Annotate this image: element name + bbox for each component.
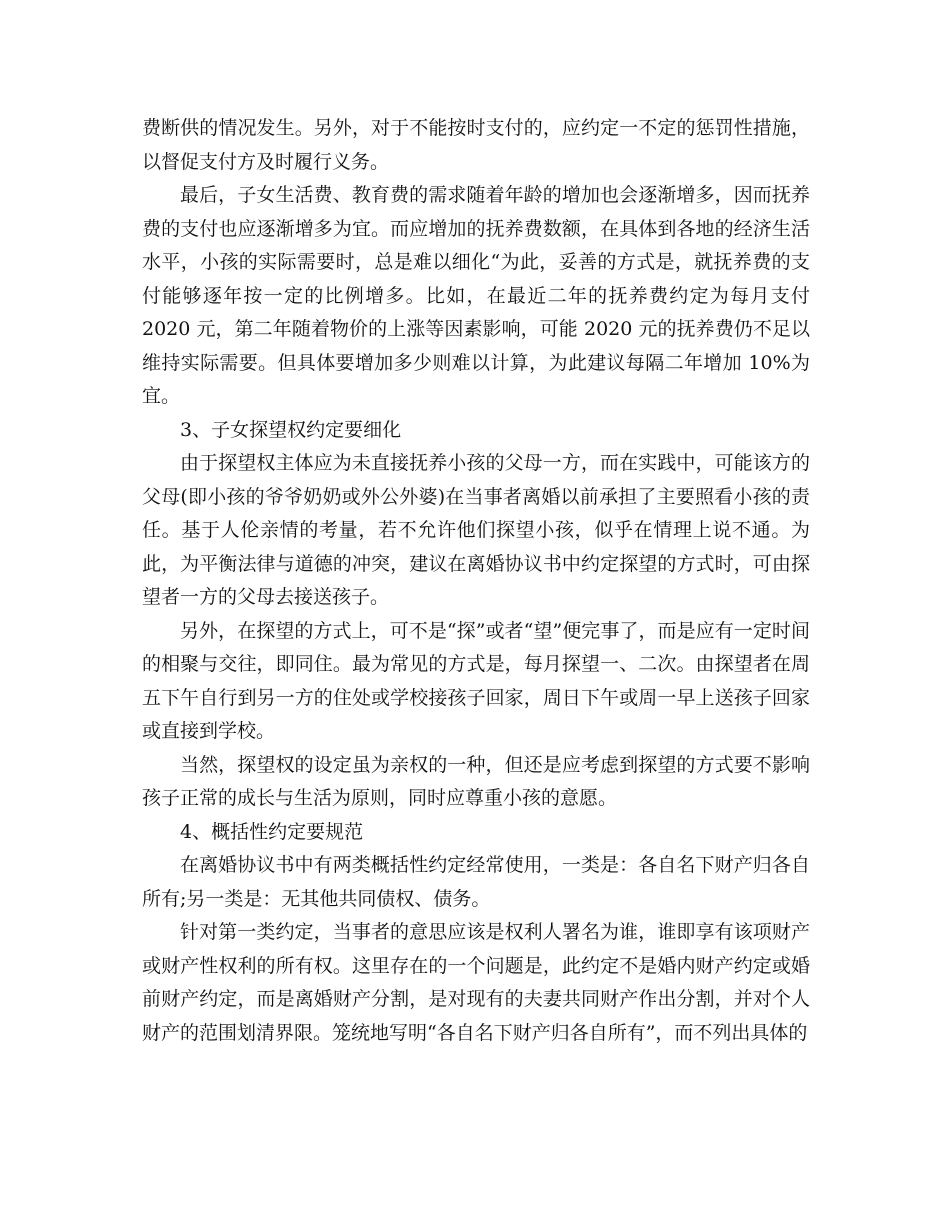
paragraph-1: 费断供的情况发生。另外，对于不能按时支付的，应约定一不定的惩罚性措施，以督促支付方及时履行义务。 [142, 117, 810, 173]
paragraph-3: 由于探望权主体应为未直接抚养小孩的父母一方，而在实践中，可能该方的父母(即小孩的爷爷奶奶或外公外婆)在当事者离婚以前承担了主要照看小孩的责任。基于人伦亲情的考量，若不允许他们探望小孩，似乎在情理上说不通。为此，为平衡法律与道德的冲突，建议在离婚协议书中约定探望的方式时，可由探望者一方的父母去接送孩子。 [142, 452, 810, 608]
section-heading-4: 4、概括性约定要规范 [180, 820, 364, 843]
paragraph-4: 另外，在探望的方式上，可不是“探”或者“望”便完事了，而是应有一定时间的相聚与交往，即同住。最为常见的方式是，每月探望一、二次。由探望者在周五下午自行到另一方的住处或学校接孩子回家，周日下午或周一早上送孩子回家或直接到学校。 [142, 619, 810, 742]
paragraph-7: 针对第一类约定，当事者的意思应该是权利人署名为谁，谁即享有该项财产或财产性权利的所有权。这里存在的一个问题是，此约定不是婚内财产约定或婚前财产约定，而是离婚财产分割，是对现有的夫妻共同财产作出分割，并对个人财产的范围划清界限。笼统地写明“各自名下财产归各自所有”，而不列出具体的 [142, 921, 810, 1044]
paragraph-6: 在离婚协议书中有两类概括性约定经常使用，一类是：各自名下财产归各自所有;另一类是：无其他共同债权、债务。 [142, 854, 810, 910]
document-body [142, 112, 810, 1050]
paragraph-2: 最后，子女生活费、教育费的需求随着年龄的增加也会逐渐增多，因而抚养费的支付也应逐渐增多为宜。而应增加的抚养费数额，在具体到各地的经济生活水平，小孩的实际需要时，总是难以细化“为此，妥善的方式是，就抚养费的支付能够逐年按一定的比例增多。比如，在最近二年的抚养费约定为每月支付 2020 元，第二年随着物价的上涨等因素影响，可能 2020 元的抚养费仍不足以维持实际需要。但具体要增加多少则难以计算，为此建议每隔二年增加 10%为宜。 [142, 184, 810, 407]
paragraph-5: 当然，探望权的设定虽为亲权的一种，但还是应考虑到探望的方式要不影响孩子正常的成长与生活为原则，同时应尊重小孩的意愿。 [142, 753, 810, 809]
section-heading-3: 3、子女探望权约定要细化 [180, 418, 402, 441]
